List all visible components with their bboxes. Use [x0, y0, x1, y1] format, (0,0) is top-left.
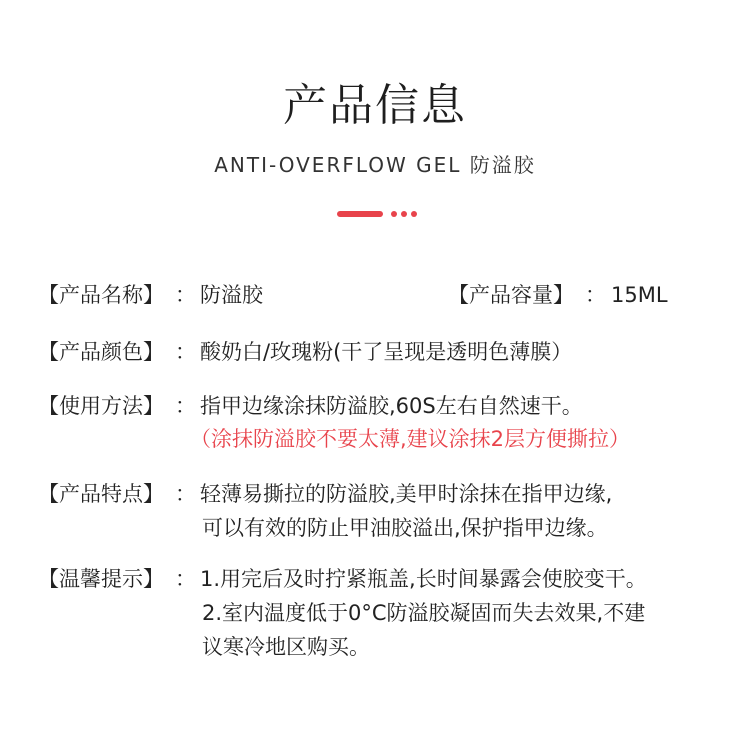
feature-colon: ： — [175, 482, 196, 506]
color-colon: ： — [175, 340, 196, 364]
feature-line-1: 轻薄易撕拉的防溢胶,美甲时涂抹在指甲边缘, — [200, 482, 613, 506]
feature-line-2: 可以有效的防止甲油胶溢出,保护指甲边缘。 — [202, 516, 608, 540]
info-row-tips — [0, 565, 750, 593]
info-row-usage-note — [0, 425, 750, 453]
name-colon: ： — [175, 283, 196, 307]
usage-label: 【使用方法】 — [38, 394, 164, 418]
page-title: 产品信息 — [283, 80, 467, 131]
feature-label: 【产品特点】 — [38, 482, 164, 506]
page-subtitle: ANTI-OVERFLOW GEL 防溢胶 — [214, 153, 536, 177]
capacity-value: 15ML — [611, 283, 668, 307]
tips-line-2: 2.室内温度低于0°C防溢胶凝固而失去效果,不建 — [202, 601, 646, 625]
name-value: 防溢胶 — [200, 283, 263, 307]
usage-value: 指甲边缘涂抹防溢胶,60S左右自然速干。 — [200, 394, 583, 418]
divider-bar — [337, 211, 383, 217]
tips-colon: ： — [175, 567, 196, 591]
info-row-usage — [0, 392, 750, 420]
capacity-label: 【产品容量】 — [448, 283, 574, 307]
info-row-tips-3 — [0, 633, 750, 661]
info-row-name — [0, 281, 750, 309]
color-value: 酸奶白/玫瑰粉(干了呈现是透明色薄膜） — [200, 340, 573, 364]
color-label: 【产品颜色】 — [38, 340, 164, 364]
info-row-color — [0, 338, 750, 366]
info-row-tips-2 — [0, 599, 750, 627]
tips-line-1: 1.用完后及时拧紧瓶盖,长时间暴露会使胶变干。 — [200, 567, 647, 591]
name-label: 【产品名称】 — [38, 283, 164, 307]
info-row-feature-2 — [0, 514, 750, 542]
info-row-feature — [0, 480, 750, 508]
divider-dot — [401, 211, 407, 217]
divider-dot — [391, 211, 397, 217]
divider-dot — [411, 211, 417, 217]
tips-label: 【温馨提示】 — [38, 567, 164, 591]
tips-line-3: 议寒冷地区购买。 — [202, 635, 370, 659]
usage-colon: ： — [175, 394, 196, 418]
capacity-colon: ： — [585, 283, 606, 307]
usage-note: （涂抹防溢胶不要太薄,建议涂抹2层方便撕拉） — [190, 427, 631, 451]
